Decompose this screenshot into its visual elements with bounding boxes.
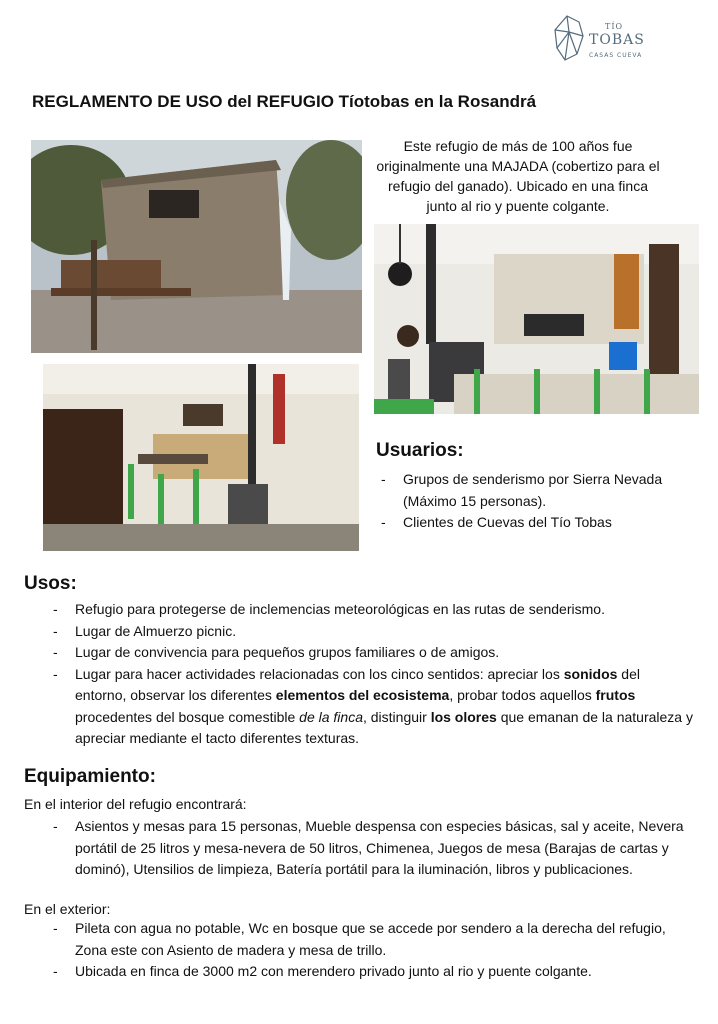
list-item: - Grupos de senderismo por Sierra Nevada	[381, 469, 701, 491]
list-item: - Ubicada en finca de 3000 m2 con merendero privado junto al rio y puente colgante.	[53, 961, 697, 983]
interior-list	[53, 816, 697, 881]
refuge-interior-photo-2	[43, 364, 359, 551]
logo-small-text: TÍO	[605, 22, 624, 31]
logo-subtitle: CASAS CUEVA	[589, 52, 643, 59]
users-list	[381, 469, 701, 534]
refuge-exterior-photo	[31, 140, 362, 353]
exterior-list	[53, 918, 697, 983]
interior-label: En el interior del refugio encontrará:	[24, 796, 247, 812]
page-title: REGLAMENTO DE USO del REFUGIO Tíotobas en la Rosandrá	[32, 92, 537, 111]
list-item-continuation: (Máximo 15 personas).	[403, 492, 547, 509]
exterior-label: En el exterior:	[24, 901, 111, 917]
usos-list	[53, 599, 693, 750]
users-heading: Usuarios:	[376, 440, 464, 461]
list-item: - Refugio para protegerse de inclemencias meteorológicas en las rutas de senderismo.	[53, 599, 693, 621]
list-item: - Clientes de Cuevas del Tío Tobas	[381, 512, 701, 534]
tio-tobas-logo	[553, 14, 643, 64]
list-item: - Lugar para hacer actividades relacionadas con los cinco sentidos: apreciar los sonidos del entorno, observar los diferentes elementos del ecosistema, probar todos aquellos frutos procedentes del bosque comestible de la finca, distinguir los olores que emanan de la naturaleza y apreciar mediante el tacto diferentes texturas.	[53, 664, 693, 750]
intro-text: Este refugio de más de 100 años fue originalmente una MAJADA (cobertizo para el refugio del ganado). Ubicado en una finca junto al rio y puente colgante.	[376, 138, 660, 214]
usos-heading: Usos:	[24, 573, 77, 594]
equipamiento-heading: Equipamiento:	[24, 766, 156, 787]
list-item: - Lugar de Almuerzo picnic.	[53, 621, 693, 643]
gem-logo-icon	[553, 14, 585, 62]
logo-name: TOBAS	[589, 32, 645, 48]
list-item: - Asientos y mesas para 15 personas, Mueble despensa con especies básicas, sal y aceite, Nevera portátil de 25 litros y mesa-nevera de 50 litros, Chimenea, Juegos de mesa (Barajas de cartas y dominó), Utensilios de limpieza, Batería portátil para la iluminación, libros y publicaciones.	[53, 816, 697, 881]
list-item: - Pileta con agua no potable, Wc en bosque que se accede por sendero a la derecha del refugio, Zona este con Asiento de madera y mesa de trillo.	[53, 918, 697, 961]
list-item: - Lugar de convivencia para pequeños grupos familiares o de amigos.	[53, 642, 693, 664]
refuge-interior-photo-1	[374, 224, 699, 414]
